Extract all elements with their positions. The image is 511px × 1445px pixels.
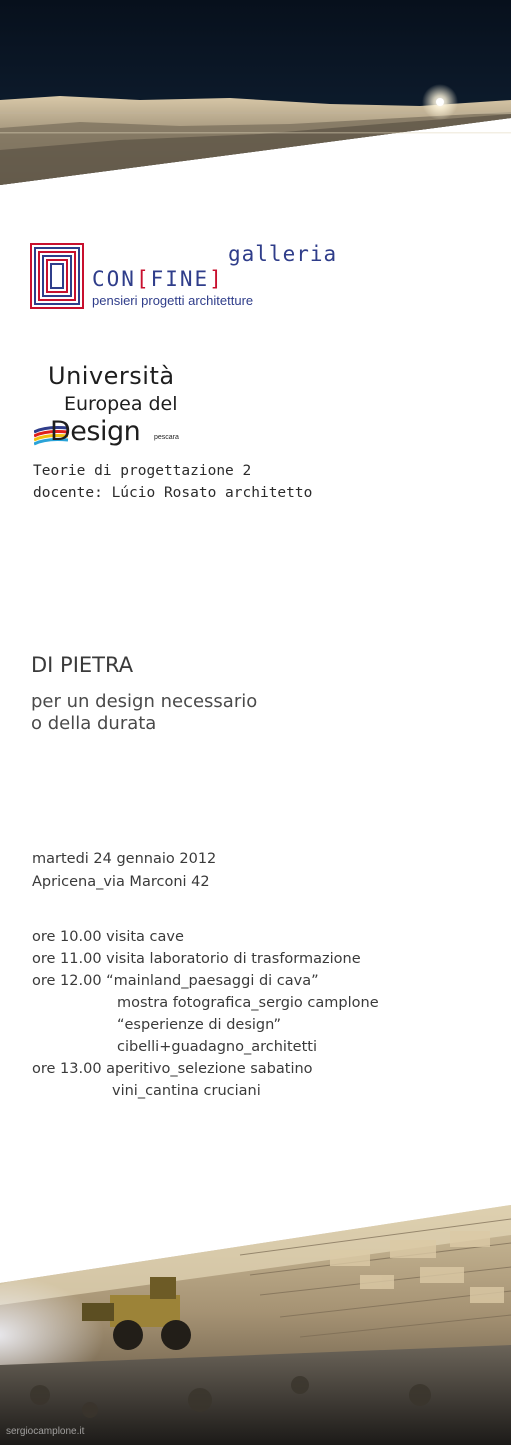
photo-credit: sergiocamplone.it [6,1426,85,1437]
event-subtitle-line2: o della durata [31,713,157,734]
university-line1: Università [48,362,175,390]
galleria-confine-logo [30,242,338,311]
galleria-word: galleria [228,242,338,266]
event-subtitle-line1: per un design necessario [31,691,258,712]
confine-inner: FINE [150,267,210,291]
course-name: Teorie di progettazione 2 [33,463,252,479]
schedule-line: mostra fotografica_sergio camplone [117,995,379,1011]
event-place: Apricena_via Marconi 42 [32,874,210,890]
university-logo [30,362,230,452]
schedule-line: ore 13.00 aperitivo_selezione sabatino [32,1061,313,1077]
schedule-line: “esperienze di design” [117,1017,282,1033]
schedule-line: ore 12.00 “mainland_paesaggi di cava” [32,973,319,989]
schedule-line: ore 11.00 visita laboratorio di trasformazione [32,951,361,967]
confine-bracket-close: ] [209,267,224,291]
university-line2: Europea del [64,393,178,415]
confine-bracket-open: [ [135,267,151,291]
university-city: pescara [154,434,179,441]
event-title: DI PIETRA [31,653,134,677]
event-date: martedi 24 gennaio 2012 [32,851,217,867]
confine-prefix: CON [92,267,136,291]
schedule-line: cibelli+guadagno_architetti [117,1039,317,1055]
top-quarry-photo [0,0,511,190]
university-design-word: Design [50,416,141,447]
galleria-tagline: pensieri progetti architetture [92,293,254,308]
schedule-line: ore 10.00 visita cave [32,929,184,945]
confine-wordmark [92,267,224,291]
schedule-line: vini_cantina cruciani [112,1083,261,1099]
bottom-quarry-photo [0,1195,511,1445]
galleria-square-logo-icon [30,243,84,309]
course-teacher: docente: Lúcio Rosato architetto [33,485,313,501]
